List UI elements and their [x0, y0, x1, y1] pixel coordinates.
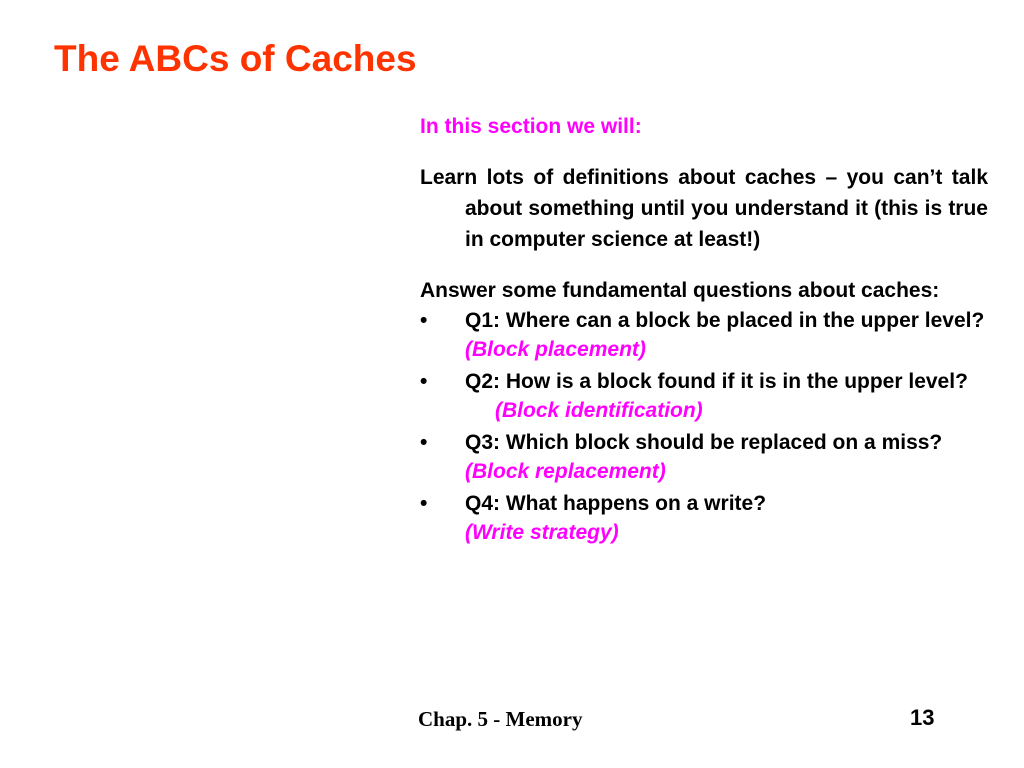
question-list: [420, 306, 988, 550]
bullet-icon: •: [420, 370, 428, 393]
slide-content: [420, 111, 988, 550]
paragraph-definitions: Learn lots of definitions about caches – you can’t talk about something until you understand it (this is true in computer science at least!): [420, 166, 988, 251]
question-text: Q4: What happens on a write?: [465, 492, 767, 515]
bullet-icon: •: [420, 431, 428, 454]
question-text: Q3: Which block should be replaced on a miss?: [465, 431, 943, 454]
list-item: [420, 306, 988, 367]
question-text: Q2: How is a block found if it is in the upper level?: [465, 370, 968, 393]
list-item: [420, 367, 988, 428]
section-heading: In this section we will:: [420, 115, 642, 138]
footer-chapter-label: Chap. 5 - Memory: [418, 707, 583, 731]
bullet-icon: •: [420, 492, 428, 515]
paragraph-questions: Answer some fundamental questions about caches:: [420, 279, 940, 302]
question-text: Q1: Where can a block be placed in the upper level?: [465, 309, 985, 332]
slide-title: The ABCs of Caches: [54, 38, 417, 79]
question-note: (Write strategy): [465, 521, 619, 544]
page-number: 13: [910, 705, 935, 730]
question-note: (Block identification): [495, 399, 703, 422]
list-item: [420, 428, 988, 489]
bullet-icon: •: [420, 309, 428, 332]
list-item: [420, 489, 988, 550]
question-note: (Block placement): [465, 338, 646, 361]
question-note: (Block replacement): [465, 460, 666, 483]
